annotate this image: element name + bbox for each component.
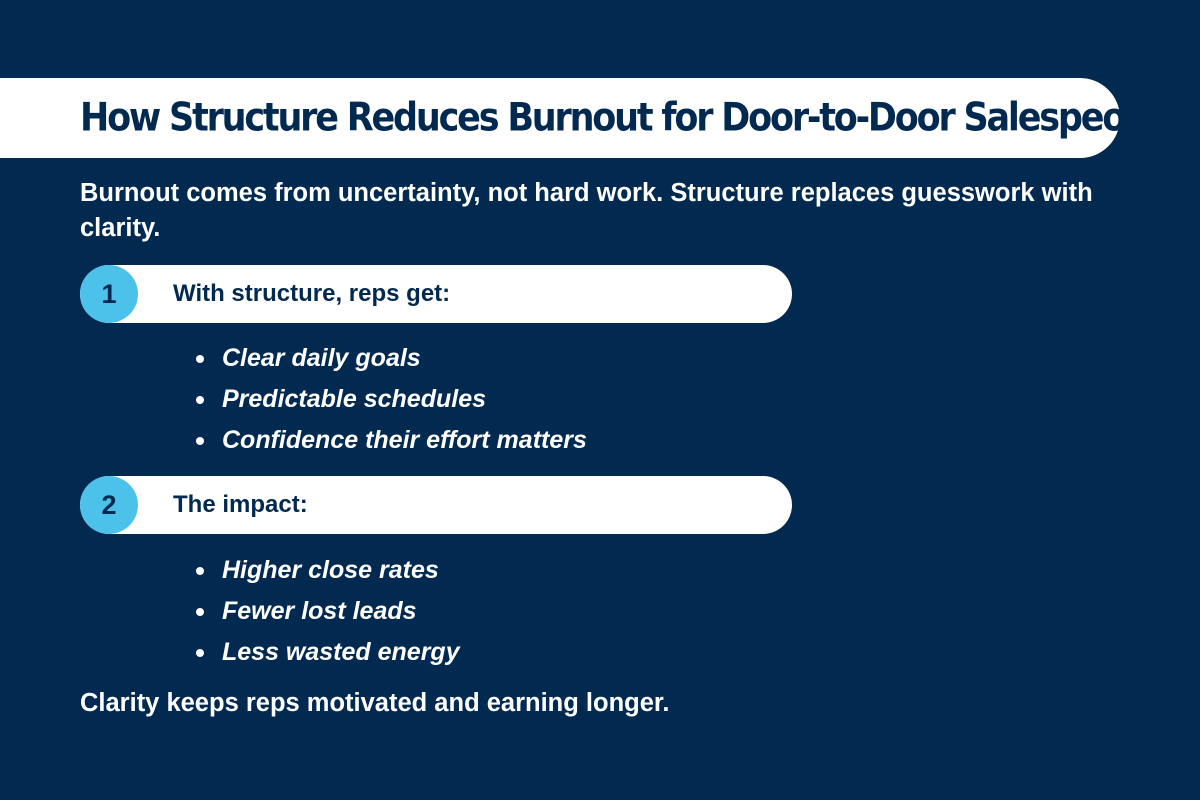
bullet-dot-icon xyxy=(196,355,204,363)
intro-text: Burnout comes from uncertainty, not hard work. Structure replaces guesswork with clarity. xyxy=(80,179,1093,242)
step-2-bullet-list xyxy=(196,550,460,673)
list-item-text: Less wasted energy xyxy=(222,638,460,666)
page-title: How Structure Reduces Burnout for Door-to-Door Salespeople xyxy=(80,95,1179,141)
list-item-text: Clear daily goals xyxy=(222,344,421,372)
bullet-dot-icon xyxy=(196,567,204,575)
list-item xyxy=(196,550,460,591)
bullet-dot-icon xyxy=(196,608,204,616)
bullet-dot-icon xyxy=(196,649,204,657)
list-item-text: Confidence their effort matters xyxy=(222,426,587,454)
list-item xyxy=(196,379,587,420)
step-1-bullet-list xyxy=(196,338,587,461)
list-item-text: Higher close rates xyxy=(222,556,439,584)
step-2-banner xyxy=(80,476,792,534)
title-banner xyxy=(0,78,1179,158)
list-item-text: Fewer lost leads xyxy=(222,597,417,625)
closing-text: Clarity keeps reps motivated and earning longer. xyxy=(80,689,670,717)
step-1-heading: With structure, reps get: xyxy=(173,280,451,307)
list-item xyxy=(196,420,587,461)
bullet-dot-icon xyxy=(196,396,204,404)
step-1-number-badge: 1 xyxy=(80,265,138,323)
step-2-heading: The impact: xyxy=(173,491,308,518)
list-item xyxy=(196,591,460,632)
list-item-text: Predictable schedules xyxy=(222,385,487,413)
step-2-number-badge: 2 xyxy=(80,476,138,534)
step-1-banner xyxy=(80,265,792,323)
bullet-dot-icon xyxy=(196,437,204,445)
list-item xyxy=(196,632,460,673)
list-item xyxy=(196,338,587,379)
